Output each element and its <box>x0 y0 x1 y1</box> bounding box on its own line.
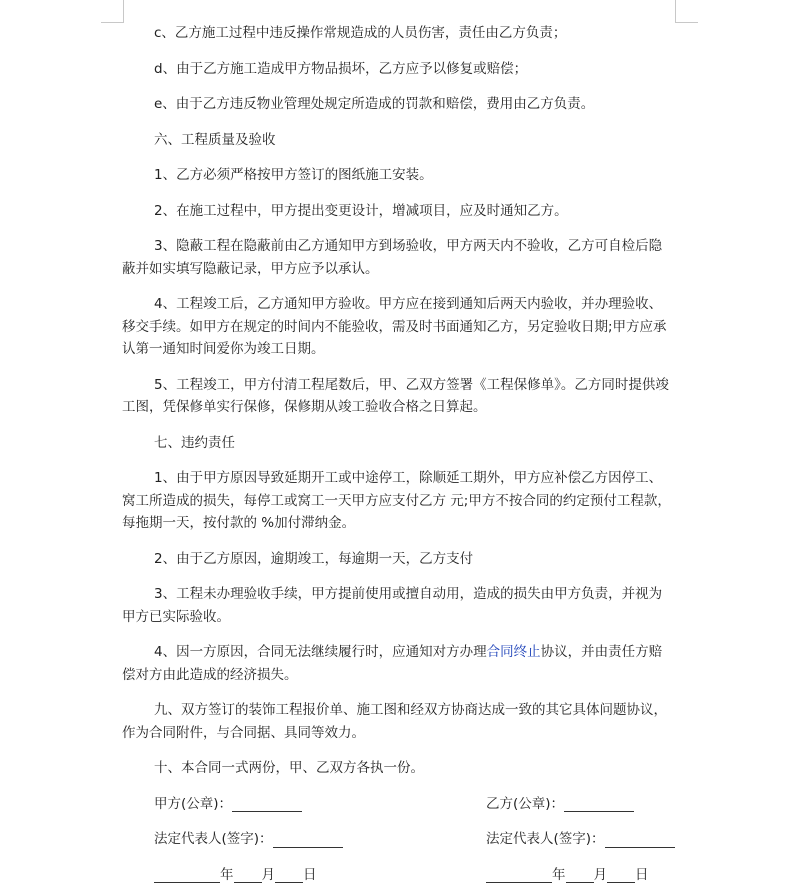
party-b-day-label: 日 <box>635 867 649 883</box>
party-a-rep-label: 法定代表人(签字)： <box>154 831 273 847</box>
section-9: 九、双方签订的装饰工程报价单、施工图和经双方协商达成一致的其它具体问题协议，作为合同附件，与合同据、具同等效力。 <box>122 699 675 744</box>
page-corner-mark-right <box>675 0 698 23</box>
representative-row <box>122 828 675 851</box>
page-corner-mark-left <box>101 0 124 23</box>
section-6-item-4: 4、工程竣工后，乙方通知甲方验收。甲方应在接到通知后两天内验收，并办理验收、移交手续。如甲方在规定的时间内不能验收，需及时书面通知乙方，另定验收日期;甲方应承认第一通知时间爱你为竣工日期。 <box>122 293 675 361</box>
section-7-item-2: 2、由于乙方原因，逾期竣工，每逾期一天，乙方支付 <box>122 548 675 571</box>
contract-termination-link[interactable]: 合同终止 <box>487 644 541 660</box>
section-6-heading: 六、工程质量及验收 <box>122 129 675 152</box>
clause-d: d、由于乙方施工造成甲方物品损坏，乙方应予以修复或赔偿； <box>122 58 675 81</box>
section-7-heading: 七、违约责任 <box>122 432 675 455</box>
section-6-item-2: 2、在施工过程中，甲方提出变更设计，增减项目，应及时通知乙方。 <box>122 200 675 223</box>
clause-c: c、乙方施工过程中违反操作常规造成的人员伤害，责任由乙方负责； <box>122 22 675 45</box>
section-7-item-4-text-after: 协议，并由责任方赔偿对方由此造成的经济损失。 <box>122 644 662 683</box>
party-b-date <box>486 864 649 886</box>
section-6-item-5: 5、工程竣工，甲方付清工程尾数后，甲、乙双方签署《工程保修单》。乙方同时提供竣工图，凭保修单实行保修，保修期从竣工验收合格之日算起。 <box>122 374 675 419</box>
party-b-rep-label: 法定代表人(签字)： <box>486 831 605 847</box>
section-7-item-4 <box>122 641 675 686</box>
party-b-month-label: 月 <box>594 867 608 883</box>
party-a-seal <box>154 793 302 816</box>
party-a-rep-blank[interactable] <box>273 829 343 848</box>
section-7-item-3: 3、工程未办理验收手续，甲方提前使用或擅自动用，造成的损失由甲方负责，并视为甲方已实际验收。 <box>122 583 675 628</box>
seal-row <box>122 793 675 816</box>
party-a-month-blank[interactable] <box>234 864 262 883</box>
party-b-rep-blank[interactable] <box>605 829 675 848</box>
party-b-seal <box>486 793 634 816</box>
party-b-year-label: 年 <box>552 867 566 883</box>
party-a-representative <box>154 828 343 851</box>
section-6-item-3: 3、隐蔽工程在隐蔽前由乙方通知甲方到场验收，甲方两天内不验收，乙方可自检后隐蔽并如实填写隐蔽记录，甲方应予以承认。 <box>122 235 675 280</box>
party-a-seal-label: 甲方(公章)： <box>154 796 232 812</box>
party-a-day-label: 日 <box>303 867 317 883</box>
party-a-day-blank[interactable] <box>275 864 303 883</box>
party-a-seal-blank[interactable] <box>232 793 302 812</box>
party-b-day-blank[interactable] <box>607 864 635 883</box>
party-a-month-label: 月 <box>262 867 276 883</box>
party-a-year-label: 年 <box>220 867 234 883</box>
party-b-year-blank[interactable] <box>486 864 552 883</box>
party-a-year-blank[interactable] <box>154 864 220 883</box>
party-b-month-blank[interactable] <box>566 864 594 883</box>
party-b-seal-blank[interactable] <box>564 793 634 812</box>
document-body <box>122 22 675 886</box>
date-row <box>122 864 675 886</box>
clause-e: e、由于乙方违反物业管理处规定所造成的罚款和赔偿，费用由乙方负责。 <box>122 93 675 116</box>
party-b-representative <box>486 828 675 851</box>
section-7-item-1: 1、由于甲方原因导致延期开工或中途停工，除顺延工期外，甲方应补偿乙方因停工、窝工所造成的损失，每停工或窝工一天甲方应支付乙方 元;甲方不按合同的约定预付工程款，每拖期一天，按付款的 %加付滞纳金。 <box>122 467 675 535</box>
party-a-date <box>154 864 317 886</box>
section-6-item-1: 1、乙方必须严格按甲方签订的图纸施工安装。 <box>122 164 675 187</box>
section-7-item-4-text-before: 4、因一方原因，合同无法继续履行时，应通知对方办理 <box>154 644 487 660</box>
section-10: 十、本合同一式两份，甲、乙双方各执一份。 <box>122 757 675 780</box>
party-b-seal-label: 乙方(公章)： <box>486 796 564 812</box>
